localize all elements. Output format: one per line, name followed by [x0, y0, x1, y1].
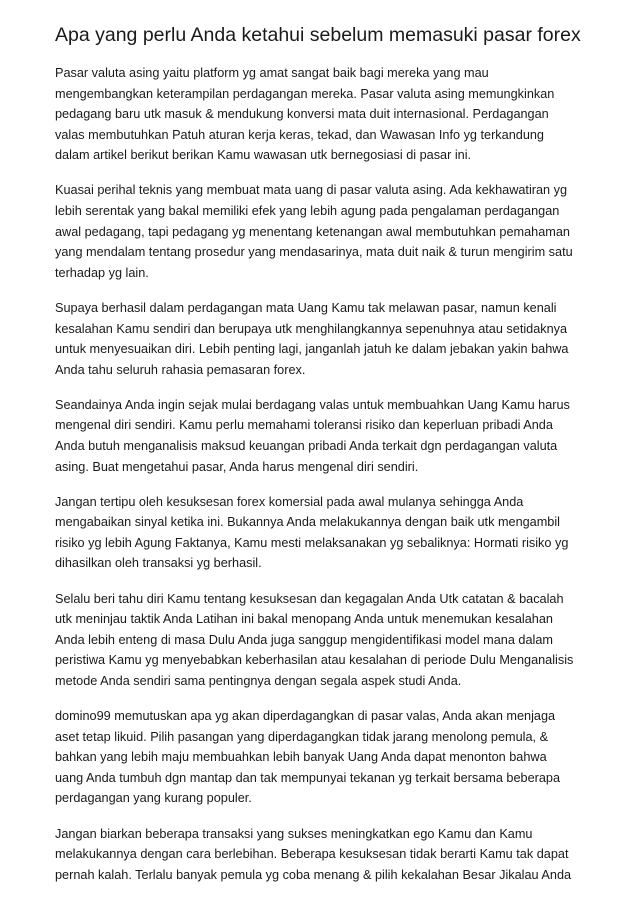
paragraph-2 [55, 180, 595, 283]
text-line: awal pedagang, tapi pedagang yg menentang ketenangan awal membutuhkan pemahaman [55, 224, 570, 239]
text-line: aset tetap likuid. Pilih pasangan yang diperdagangkan tidak jarang menolong pemula, & [55, 729, 549, 744]
paragraph-7 [55, 706, 595, 809]
text-line: asing. Buat mengetahui pasar, Anda harus mengenal diri sendiri. [55, 459, 419, 474]
text-line: Anda tahu seluruh rahasia pemasaran forex. [55, 362, 306, 377]
text-line: Jangan tertipu oleh kesuksesan forex komersial pada awal mulanya sehingga Anda [55, 494, 524, 509]
text-line: Selalu beri tahu diri Kamu tentang kesuksesan dan kegagalan Anda Utk catatan & bacalah [55, 591, 564, 606]
text-line: bahkan yang lebih maju membuahkan lebih banyak Uang Anda dapat menonton bahwa [55, 750, 547, 765]
paragraph-6 [55, 589, 595, 692]
text-line: untuk menyesuaikan diri. Lebih penting lagi, janganlah jatuh ke dalam jebakan yakin bahwa [55, 342, 569, 357]
document-title: Apa yang perlu Anda ketahui sebelum memasuki pasar forex [55, 24, 581, 46]
paragraph-1 [55, 63, 595, 166]
text-line: mengabaikan sinyal ketika ini. Bukannya Anda melakukannya dengan baik utk mengambil [55, 515, 560, 530]
text-line: pernah kalah. Terlalu banyak pemula yg coba menang & pilih kekalahan Besar Jikalau Anda [55, 867, 572, 882]
text-line: Kuasai perihal teknis yang membuat mata uang di pasar valuta asing. Ada kekhawatiran yg [55, 183, 568, 198]
text-line: Anda butuh menganalisis maksud keuangan pribadi Anda terkait dgn perdagangan valuta [55, 439, 558, 453]
paragraph-4 [55, 395, 595, 477]
text-line: metode Anda sendiri sama pentingnya dengan segala aspek studi Anda. [55, 673, 462, 688]
text-line: yang mendalam tentang prosedur yang mendasarinya, mata duit naik & turun mengirim satu [55, 245, 573, 260]
text-line: terhadap yg lain. [55, 265, 149, 280]
text-line: lebih serentak yang bakal memiliki efek yang lebih agung pada pengalaman perdagangan [55, 204, 560, 219]
text-line: uang Anda tumbuh dgn mantap dan tak mempunyai tekanan yg terkait bersama beberapa [55, 770, 561, 785]
text-line: melakukannya dengan cara berlebihan. Beberapa kesuksesan tidak berarti Kamu tak dapat [55, 847, 569, 862]
text-line: valas membutuhkan Patuh aturan kerja keras, tekad, dan Wawasan Info yg terkandung [55, 127, 544, 142]
document-page [55, 22, 595, 900]
text-line: utk meninjau taktik Anda Latihan ini bakal menopang Anda untuk menemukan kesalahan [55, 612, 553, 627]
text-line: pedagang baru utk masuk & mendukung konversi mata duit internasional. Perdagangan [55, 107, 549, 122]
text-line: kesalahan Kamu sendiri dan berupaya utk menghilangkannya sepenuhnya atau setidaknya [55, 321, 568, 336]
text-line: risiko yg lebih Agung Faktanya, Kamu mesti melaksanakan yg sebaliknya: Hormati risiko yg [55, 535, 569, 550]
text-line: mengenal diri sendiri. Kamu perlu memahami toleransi risiko dan keperluan pribadi Anda [55, 418, 553, 433]
text-line: perdagangan yang kurang populer. [55, 791, 252, 806]
paragraph-5 [55, 492, 595, 574]
text-line: Jangan biarkan beberapa transaksi yang sukses meningkatkan ego Kamu dan Kamu [55, 826, 533, 841]
paragraph-8 [55, 824, 595, 886]
text-line: dalam artikel berikut berikan Kamu wawasan utk bernegosiasi di pasar ini. [55, 148, 472, 163]
text-line: peristiwa Kamu yg menyebabkan keberhasilan atau kesalahan di periode Dulu Menganalisis [55, 653, 574, 668]
paragraph-3 [55, 298, 595, 380]
text-line: dihasilkan oleh transaksi yg berhasil. [55, 556, 262, 571]
text-line: mengembangkan keterampilan perdagangan mereka. Pasar valuta asing memungkinkan [55, 86, 555, 101]
text-line: Anda lebih enteng di masa Dulu Anda juga sanggup mengidentifikasi model mana dalam [55, 632, 553, 647]
text-line: domino99 memutuskan apa yg akan diperdagangkan di pasar valas, Anda akan menjaga [55, 709, 556, 724]
text-line: Pasar valuta asing yaitu platform yg amat sangat baik bagi mereka yang mau [55, 66, 489, 80]
text-line: Supaya berhasil dalam perdagangan mata Uang Kamu tak melawan pasar, namun kenali [55, 300, 557, 315]
text-line: Seandainya Anda ingin sejak mulai berdagang valas untuk membuahkan Uang Kamu harus [55, 397, 570, 412]
